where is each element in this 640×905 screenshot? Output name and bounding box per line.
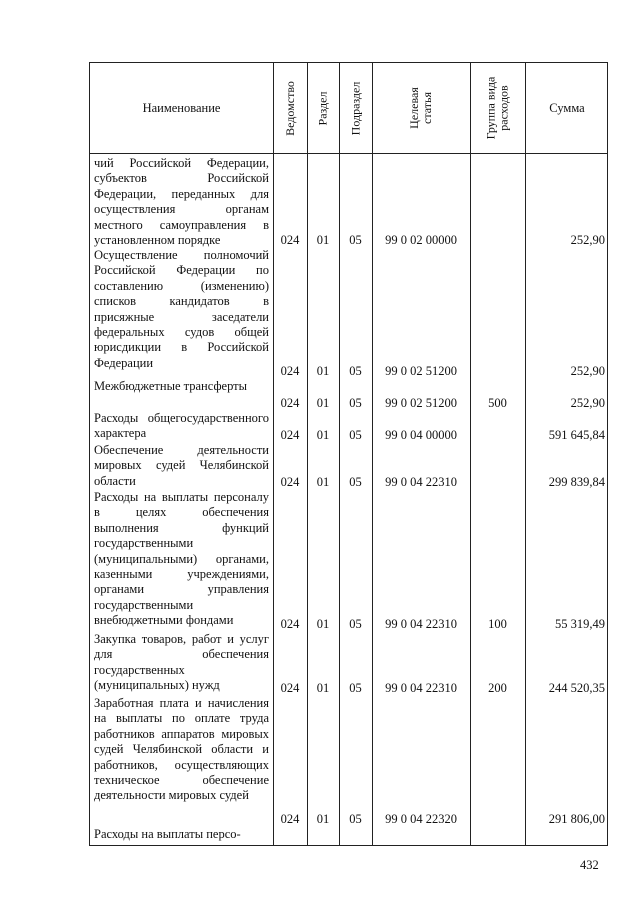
row-name: Осуществление полномочий Российской Федерации по составлению (изменению) списков кандидатов в присяжные заседатели федеральных судов общей юрисдикции в Российской Федерации [94,248,269,370]
row-name: Расходы на выплаты персоналу в целях обеспечения выполнения функций государственными (муниципальными) органами, казенными учреждениями, органами управления государственными внебюджетными фондами [94,490,269,628]
row-department: 024 [280,396,300,410]
row-section: 01 [316,396,330,410]
row-subsection: 05 [349,396,362,410]
row-department: 024 [280,364,300,378]
row-target-article: 99 0 04 22310 [385,475,457,489]
row-subsection: 05 [349,617,362,631]
row-department: 024 [280,617,300,631]
table-row [90,379,609,411]
row-section: 01 [316,364,330,378]
table-row [90,490,609,632]
page-number: 432 [580,858,599,872]
row-sum: 299 839,84 [548,475,605,489]
row-name: Закупка товаров, работ и услуг для обеспечения государственных (муниципальных) нужд [94,632,269,693]
header-expense-group [470,63,525,153]
row-sum: 244 520,35 [548,681,605,695]
row-subsection: 05 [349,475,362,489]
header-sum: Сумма [549,100,585,115]
row-sum: 291 806,00 [548,812,605,826]
row-section: 01 [316,233,330,247]
table-row [90,248,609,379]
row-target-article: 99 0 04 22320 [385,812,457,826]
table-row [90,443,609,490]
row-name: чий Российской Федерации, субъектов Российской Федерации, переданных для осуществления органам местного самоуправления в установленном порядке [94,156,269,248]
table-row [90,827,609,845]
row-department: 024 [280,428,300,442]
row-department: 024 [280,475,300,489]
row-department: 024 [280,681,300,695]
header-section [307,63,339,153]
row-section: 01 [316,617,330,631]
header-expense-group-label: Группа вида расходов [483,76,511,140]
row-subsection: 05 [349,812,362,826]
header-section-label: Раздел [315,91,330,125]
table-row [90,696,609,827]
row-section: 01 [316,812,330,826]
row-expense-group: 500 [488,396,507,410]
table-row [90,411,609,443]
row-sum: 252,90 [570,233,605,247]
row-expense-group: 100 [488,617,507,631]
row-section: 01 [316,475,330,489]
header-department-label: Ведомство [282,80,297,136]
row-sum: 252,90 [570,396,605,410]
row-department: 024 [280,812,300,826]
header-department [273,63,307,153]
row-target-article: 99 0 02 51200 [385,364,457,378]
row-expense-group: 200 [488,681,507,695]
row-target-article: 99 0 04 22310 [385,681,457,695]
row-sum: 591 645,84 [548,428,605,442]
row-target-article: 99 0 02 51200 [385,396,457,410]
row-sum: 55 319,49 [555,617,605,631]
row-department: 024 [280,233,300,247]
header-target-article-label: Целевая статья [406,87,434,129]
row-target-article: 99 0 04 00000 [385,428,457,442]
header-subsection [339,63,372,153]
row-sum: 252,90 [570,364,605,378]
row-name: Межбюджетные трансферты [94,379,248,393]
row-target-article: 99 0 04 22310 [385,617,457,631]
row-subsection: 05 [349,233,362,247]
row-section: 01 [316,681,330,695]
row-section: 01 [316,428,330,442]
budget-table [89,62,608,846]
row-subsection: 05 [349,428,362,442]
row-subsection: 05 [349,681,362,695]
header-subsection-label: Подраздел [348,81,363,135]
header-name: Наименование [142,100,221,115]
row-name: Расходы общегосударственного характера [94,411,269,441]
table-row [90,632,609,696]
row-subsection: 05 [349,364,362,378]
row-name: Обеспечение деятельности мировых судей Челябинской области [94,443,269,488]
header-target-article [372,63,470,153]
table-row [90,156,609,248]
header-divider [90,153,607,154]
row-name: Расходы на выплаты персо- [94,827,241,841]
row-target-article: 99 0 02 00000 [385,233,457,247]
row-name: Заработная плата и начисления на выплаты по оплате труда работников аппаратов мировых судей Челябинской области и работников, осуществляющих техническое обеспечение деятельности мировых судей [94,696,269,803]
